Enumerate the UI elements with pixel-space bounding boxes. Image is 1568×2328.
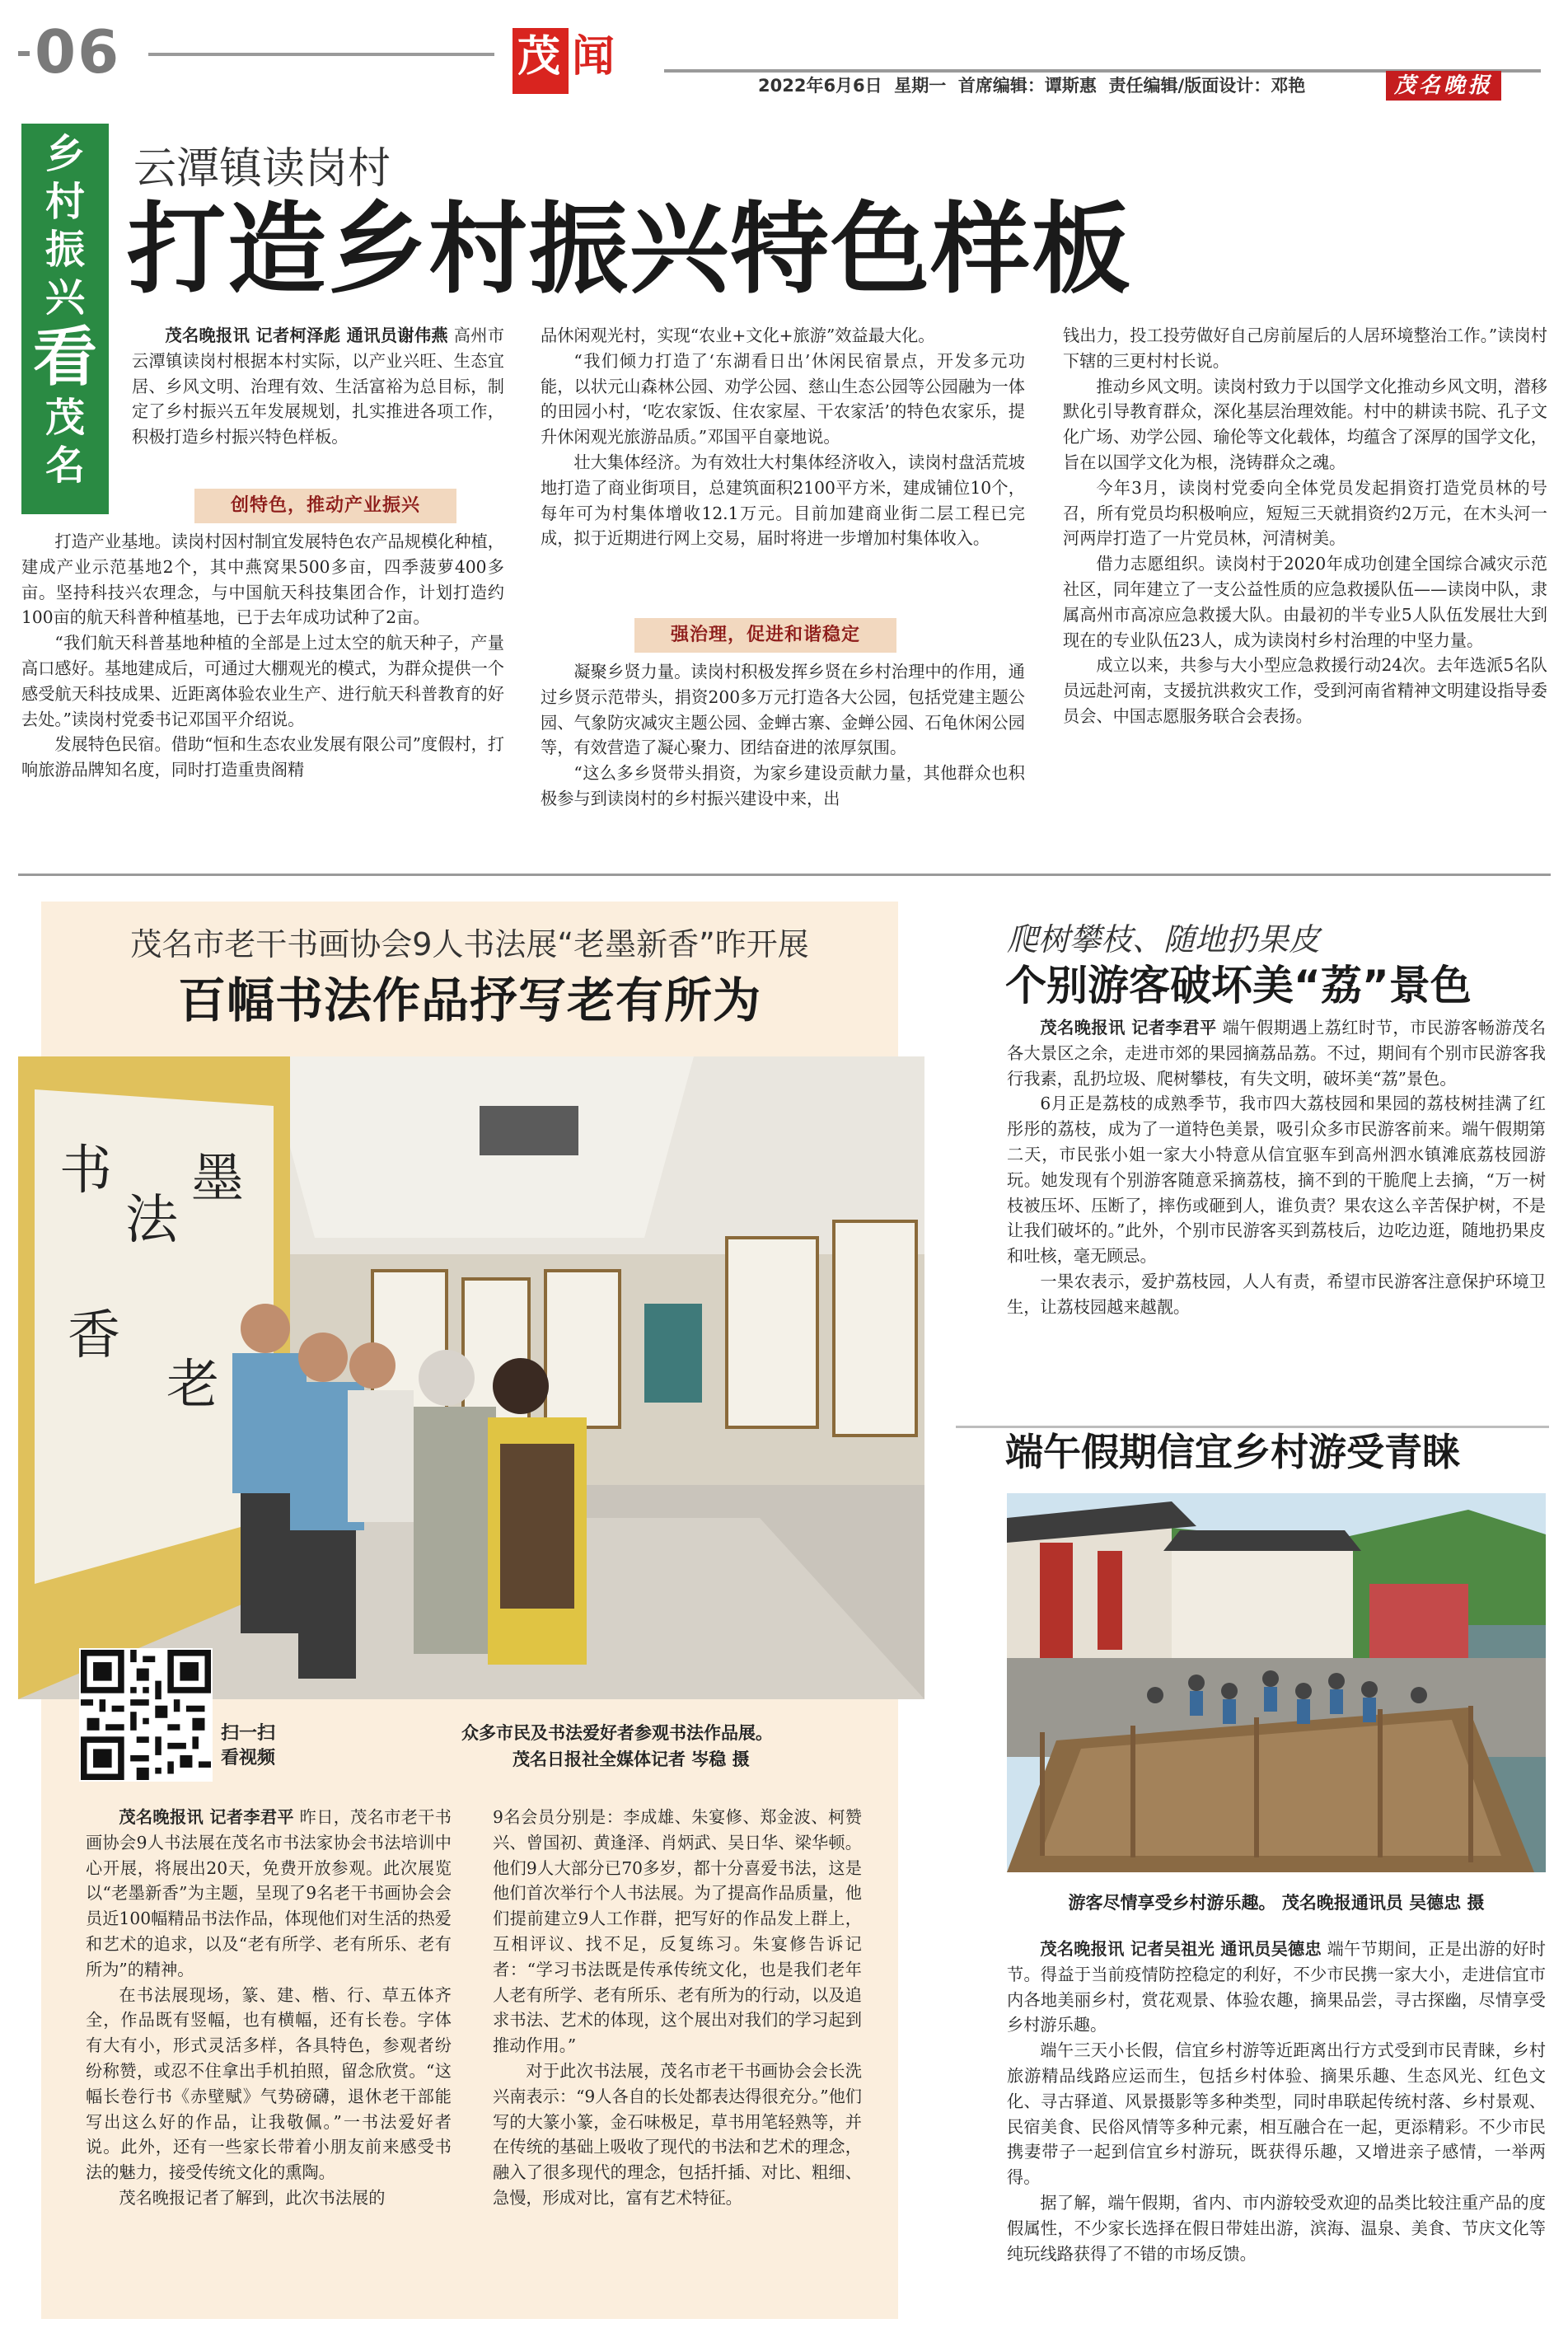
column-label-char: 振 <box>44 227 85 273</box>
calligraphy-kicker: 茂名市老干书画协会9人书法展“老墨新香”昨开展 <box>130 926 809 963</box>
calligraphy-headline: 百幅书法作品抒写老有所为 <box>177 972 761 1028</box>
column-label <box>21 130 109 489</box>
section-char-1: 茂 <box>517 32 561 82</box>
calligraphy-col2 <box>493 1805 862 2211</box>
calligraphy-col1 <box>86 1805 452 2211</box>
svg-text:书: 书 <box>59 1141 112 1201</box>
column-label-char: 村 <box>44 179 85 225</box>
calligraphy-paragraph: 昨日，茂名市老干书画协会9人书法展在茂名市书法家协会书法培训中心开展，将展出20天，免费开放参观。此次展览以“老墨新香”为主题，呈现了9名老干书画协会会员近100幅精品书法作品，体现他们对生活的热爱和艺术的追求，以及“老有所学、老有所乐、老有所为”的精神。 <box>86 1807 452 1979</box>
lychee-kicker: 爬树攀枝、随地扔果皮 <box>1007 921 1321 958</box>
masthead <box>0 0 1568 99</box>
lead-col2-top <box>541 323 1025 551</box>
lead-paragraph: 高州市云潭镇读岗村根据本村实际，以产业兴旺、生态宜居、乡风文明、治理有效、生活富裕为总目标，制定了乡村振兴五年发展规划，扎实推进各项工作，积极打造乡村振兴特色样板。 <box>132 326 504 447</box>
xinyi-body <box>1007 1937 1546 2266</box>
lead-paragraph: 凝聚乡贤力量。读岗村积极发挥乡贤在乡村治理中的作用，通过乡贤示范带头，捐资200多万元打造各大公园，包括党建主题公园、气象防灾减灾主题公园、金蝉古寨、金蝉公园、石龟休闲公园等，有效营造了凝心聚力、团结奋进的浓厚氛围。 <box>541 662 1025 758</box>
issue-info: 2022年6月6日 星期一 首席编辑：谭斯惠 责任编辑/版面设计：邓艳 <box>758 76 1306 96</box>
photo-caption-1: 众多市民及书法爱好者参观书法作品展。 <box>461 1723 773 1743</box>
photo-caption-2: 茂名日报社全媒体记者 岑稳 摄 <box>513 1750 750 1769</box>
section-divider <box>18 874 1551 876</box>
calligraphy-paragraph: 茂名晚报记者了解到，此次书法展的 <box>119 2187 386 2208</box>
xinyi-paragraph: 据了解，端午假期，省内、市内游较受欢迎的品类比较注重产品的度假属性，不少家长选择在假日带娃出游，滨海、温泉、美食、节庆文化等纯玩线路获得了不错的市场反馈。 <box>1007 2192 1546 2264</box>
lead-kicker: 云潭镇读岗村 <box>133 144 391 194</box>
lychee-headline: 个别游客破坏美“荔”景色 <box>1005 962 1472 1009</box>
svg-text:墨: 墨 <box>191 1149 244 1210</box>
lychee-body <box>1007 1015 1546 1320</box>
lead-col2-bottom <box>541 659 1025 812</box>
section-char-2: 闻 <box>572 32 615 82</box>
xinyi-paragraph: 端午节期间，正是出游的好时节。得益于当前疫情防控稳定的利好，不少市民携一家大小，走进信宜市内各地美丽乡村，赏花观景、体验农趣，摘果品尝，寻古探幽，尽情享受乡村游乐趣。 <box>1007 1939 1546 2035</box>
masthead-rule-left <box>148 53 494 56</box>
column-label-char: 名 <box>44 443 85 489</box>
page-number: 06 <box>35 17 121 87</box>
lead-headline: 打造乡村振兴特色样板 <box>127 193 1132 307</box>
xinyi-headline: 端午假期信宜乡村游受青睐 <box>1005 1430 1460 1474</box>
svg-text:老: 老 <box>166 1355 219 1416</box>
calligraphy-paragraph: 9名会员分别是：李成雄、朱宴修、郑金波、柯赞兴、曾国初、黄逢泽、肖炳武、吴日华、梁华顿。他们9人大部分已70多岁，都十分喜爱书法，这是他们首次举行个人书法展。为了提高作品质量，他们提前建立9人工作群，把写好的作品发上群上，互相评议、找不足，反复练习。朱宴修告诉记者：“学习书法既是传承传统文化，也是我们老年人老有所学、老有所乐、老有所为的行动，以及追求书法、艺术的体现，这个展出对我们的学习起到推动作用。” <box>493 1807 862 2056</box>
lead-paragraph: 成立以来，共参与大小型应急救援行动24次。去年选派5名队员远赴河南，支援抗洪救灾工作，受到河南省精神文明建设指导委员会、中国志愿服务联合会表扬。 <box>1063 655 1547 726</box>
lead-paragraph: 推动乡风文明。读岗村致力于以国学文化推动乡风文明，潜移默化引导教育群众，深化基层治理效能。村中的耕读书院、孔子文化广场、劝学公园、瑜伦等文化载体，均蕴含了深厚的国学文化，旨在以国学文化为根，浇铸群众之魂。 <box>1063 376 1547 472</box>
lead-col1-top <box>132 323 504 450</box>
lychee-paragraph: 一果农表示，爱护荔枝园，人人有责，希望市民游客注意保护环境卫生，让荔枝园越来越靓。 <box>1007 1271 1546 1317</box>
lychee-paragraph: 端午假期遇上荔红时节，市民游客畅游茂名各大景区之余，走进市郊的果园摘荔品荔。不过，期间有个别市民游客我行我素，乱扔垃圾、爬树攀枝，有失文明，破坏美“荔”景色。 <box>1007 1018 1546 1089</box>
lead-subhead-2: 强治理，促进和谐稳定 <box>634 618 896 653</box>
xinyi-paragraph: 端午三天小长假，信宜乡村游等近距离出行方式受到市民青睐，乡村旅游精品线路应运而生，包括乡村体验、摘果乐趣、生态风光、红色文化、寻古驿道、风景摄影等多种类型，同时串联起传统村落、乡村景观、民宿美食、民俗风情等多种元素，相互融合在一起，更添精彩。不少市民携妻带子一起到信宜乡村游玩，既获得乐趣，又增进亲子感情，一举两得。 <box>1007 2040 1546 2188</box>
lead-paragraph: 壮大集体经济。为有效壮大村集体经济收入，读岗村盘活荒坡地打造了商业街项目，总建筑面积2100平方米，建成铺位10个，每年可为村集体增收12.1万元。目前加建商业街二层工程已完成，拟于近期进行网上交易，届时将进一步增加村集体收入。 <box>541 452 1025 549</box>
village-photo-art <box>1007 1493 1546 1872</box>
exhibition-photo-art <box>18 1056 924 1699</box>
village-photo-caption: 游客尽情享受乡村游乐趣。 茂名晚报通讯员 吴德忠 摄 <box>1068 1893 1485 1913</box>
calligraphy-paragraph: 在书法展现场，篆、建、楷、行、草五体齐全，作品既有竖幅，也有横幅，还有长卷。字体有大有小，形式灵活多样，各具特色，参观者纷纷称赞，或忍不住拿出手机拍照，留念欣赏。“这幅长卷行书《赤壁赋》气势磅礴，退休老干部能写出这么好的作品，让我敬佩。”一书法爱好者说。此外，还有一些家长带着小朋友前来感受书法的魅力，接受传统文化的熏陶。 <box>86 1984 452 2183</box>
lead-paragraph: 发展特色民宿。借助“恒和生态农业发展有限公司”度假村，打响旅游品牌知名度，同时打造重贵阁精 <box>21 734 504 780</box>
lychee-paragraph: 6月正是荔枝的成熟季节，我市四大荔枝园和果园的荔枝树挂满了红彤彤的荔枝，成为了一道特色美景，吸引众多市民游客前来。端午假期第二天，市民张小姐一家大小特意从信宜驱车到高州泗水镇滩底荔枝园游玩。她发现有个别游客随意采摘荔枝，摘不到的干脆爬上去摘，“万一树枝被压坏、压断了，摔伤或砸到人，谁负责？果农这么辛苦保护树，不是让我们破坏的。”此外，个别市民游客买到荔枝后，边吃边逛，随地扔果皮和吐核，毫无顾忌。 <box>1007 1094 1546 1267</box>
qr-label-2: 看视频 <box>221 1748 276 1768</box>
lead-paragraph: 钱出力，投工投劳做好自己房前屋后的人居环境整治工作。”读岗村下辖的三更村村长说。 <box>1063 326 1547 371</box>
village-photo <box>1007 1493 1546 1872</box>
lead-byline: 茂名晚报讯 记者柯泽彪 通讯员谢伟燕 <box>165 326 448 345</box>
newspaper-logo-text: 茂名晚报 <box>1394 73 1494 98</box>
lead-paragraph: 打造产业基地。读岗村因村制宜发展特色农产品规模化种植，建成产业示范基地2个，其中燕窝果500多亩，四季菠萝400多亩。坚持科技兴农理念，与中国航天科技集团合作，计划打造约100亩的航天科普种植基地，已于去年成功试种了2亩。 <box>21 532 504 628</box>
xinyi-byline: 茂名晚报讯 记者吴祖光 通讯员吴德忠 <box>1040 1939 1322 1959</box>
column-label-char: 茂 <box>44 395 85 441</box>
exhibition-photo <box>18 1056 924 1699</box>
lead-col1-bottom <box>21 529 504 783</box>
lead-paragraph: “这么多乡贤带头捐资，为家乡建设贡献力量，其他群众也积极参与到读岗村的乡村振兴建设中来，出 <box>541 763 1025 808</box>
lead-paragraph: “我们倾力打造了‘东湖看日出’休闲民宿景点，开发多元功能，以状元山森林公园、劝学公园、慈山生态公园等公园融为一体的田园小村，‘吃农家饭、住农家屋、干农家活’的特色农家乐，提升休闲观光旅游品质。”邓国平自豪地说。 <box>541 350 1025 447</box>
calligraphy-paragraph: 对于此次书法展，茂名市老干书画协会会长洗兴南表示：“9人各自的长处都表达得很充分。”他们写的大篆小篆，金石味极足，草书用笔轻熟等，并在传统的基础上吸收了现代的书法和艺术的理念，融入了很多现代的理念，包括扦插、对比、粗细、急慢，形成对比，富有艺术特征。 <box>493 2060 862 2208</box>
qr-code[interactable] <box>79 1648 213 1782</box>
lead-paragraph: 品休闲观光村，实现“农业+文化+旅游”效益最大化。 <box>541 326 935 345</box>
qr-label-1: 扫一扫 <box>221 1723 276 1744</box>
qr-code-icon <box>81 1650 211 1780</box>
svg-text:香: 香 <box>68 1305 120 1366</box>
lychee-byline: 茂名晚报讯 记者李君平 <box>1040 1018 1217 1038</box>
lead-subhead-1: 创特色，推动产业振兴 <box>194 489 456 523</box>
column-label-char-large: 看 <box>32 321 97 395</box>
calligraphy-byline: 茂名晚报讯 记者李君平 <box>119 1807 294 1827</box>
column-label-char: 兴 <box>44 274 85 321</box>
lead-paragraph: 借力志愿组织。读岗村于2020年成功创建全国综合减灾示范社区，同年建立了一支公益性质的应急救援队伍——读岗中队，隶属高州市高凉应急救援大队。由最初的半专业5人队伍发展壮大到现在的专业队伍23人，成为读岗村乡村治理的中坚力量。 <box>1063 554 1547 650</box>
page-number-rule <box>18 51 30 56</box>
lead-paragraph: 今年3月，读岗村党委向全体党员发起捐资打造党员林的号召，所有党员均积极响应，短短三天就捐资约2万元，在木头河一河两岸打造了一片党员林，河清树美。 <box>1063 477 1547 549</box>
svg-text:法: 法 <box>125 1190 178 1251</box>
lead-paragraph: “我们航天科普基地种植的全部是上过太空的航天种子，产量高口感好。基地建成后，可通过大棚观光的模式，为群众提供一个感受航天科技成果、近距离体验农业生产、进行航天科普教育的好去处。”读岗村党委书记邓国平介绍说。 <box>21 633 504 729</box>
lead-col3 <box>1063 323 1547 729</box>
column-label-char: 乡 <box>44 131 85 177</box>
